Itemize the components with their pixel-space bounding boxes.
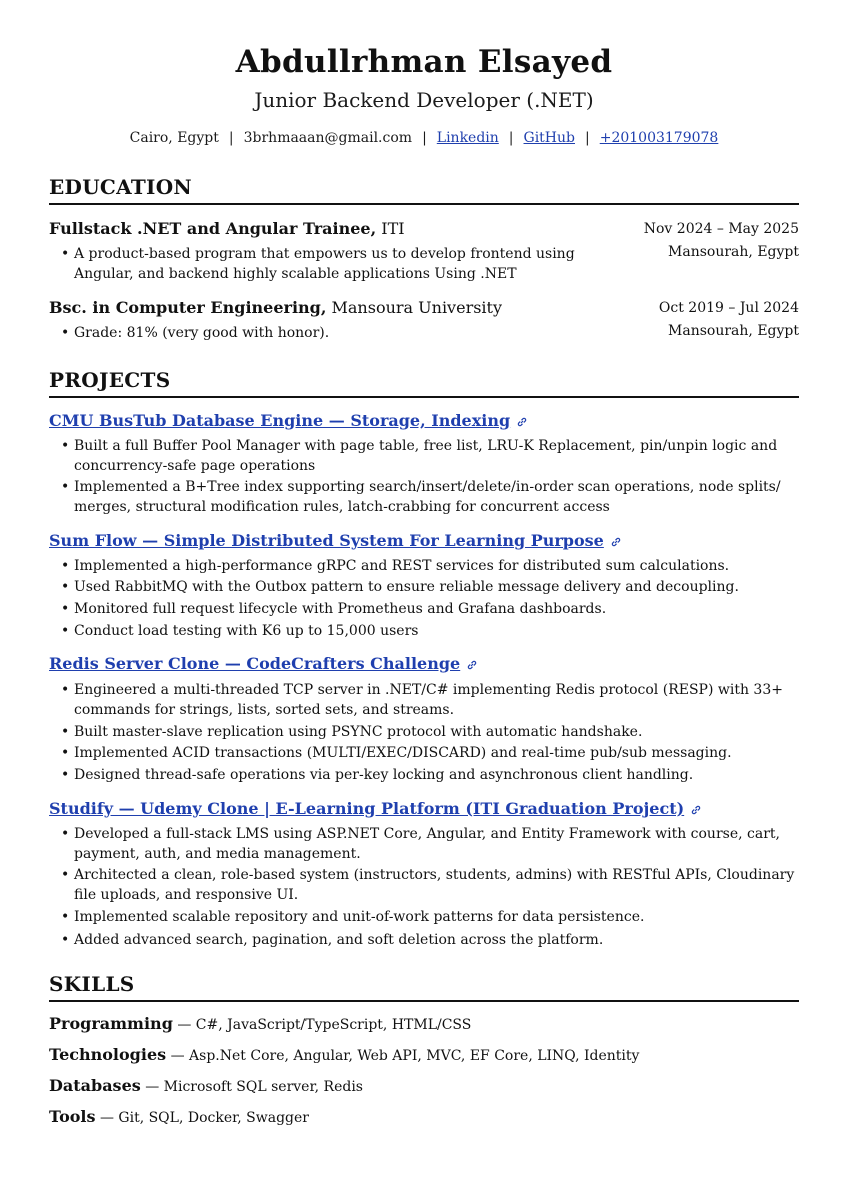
dates: Nov 2024 – May 2025 <box>643 221 799 237</box>
list-item: • Engineered a multi-threaded TCP server in .NET/C# implementing Redis protocol (RESP) with 33+ commands for strings, lists, sorted sets, and streams. <box>74 680 804 720</box>
skill-value: — Git, SQL, Docker, Swagger <box>99 1110 309 1126</box>
list-item: • Implemented a B+Tree index supporting search/insert/delete/in-order scan operations, node splits/ merges, structural modification rules, latch-crabbing for concurrent access <box>74 477 804 517</box>
separator: | <box>508 130 514 146</box>
dates: Oct 2019 – Jul 2024 <box>658 300 799 316</box>
project-title-link[interactable] <box>49 654 478 673</box>
separator: | <box>585 130 590 146</box>
list-item: • Grade: 81% (very good with honor). <box>74 323 584 343</box>
education-entry-university <box>49 298 799 317</box>
skill-label: Tools <box>49 1107 96 1126</box>
projects-heading: PROJECTS <box>49 368 799 398</box>
list-item: • Implemented scalable repository and unit-of-work patterns for data persistence. <box>74 907 804 927</box>
list-item: • Designed thread-safe operations via per-key locking and asynchronous client handling. <box>74 765 804 785</box>
project-title: Redis Server Clone — CodeCrafters Challenge <box>49 654 461 673</box>
project-title: Sum Flow — Simple Distributed System For Learning Purpose <box>49 531 604 550</box>
list-item: • Developed a full-stack LMS using ASP.NET Core, Angular, and Entity Framework with course, cart, payment, auth, and media management. <box>74 824 804 864</box>
skill-row <box>49 1045 799 1064</box>
list-item: • Architected a clean, role-based system (instructors, students, admins) with RESTful APIs, Cloudinary file uploads, and responsive UI. <box>74 865 804 905</box>
github-link[interactable]: GitHub <box>523 130 575 146</box>
degree: Bsc. in Computer Engineering, <box>49 298 327 317</box>
degree: Fullstack .NET and Angular Trainee, <box>49 219 377 238</box>
project-title-link[interactable] <box>49 531 622 550</box>
project-title-link[interactable] <box>49 799 702 818</box>
separator: | <box>228 130 234 146</box>
list-item: • Implemented ACID transactions (MULTI/EXEC/DISCARD) and real-time pub/sub messaging. <box>74 743 804 763</box>
link-icon <box>610 536 622 548</box>
institution: Mansoura University <box>331 298 503 317</box>
linkedin-link[interactable]: Linkedin <box>436 130 499 146</box>
location: Cairo, Egypt <box>129 130 219 146</box>
separator: | <box>422 130 427 146</box>
skill-row <box>49 1076 799 1095</box>
list-item: • Implemented a high-performance gRPC and REST services for distributed sum calculations. <box>74 556 804 576</box>
list-item: • Monitored full request lifecycle with Prometheus and Grafana dashboards. <box>74 599 804 619</box>
project-title: CMU BusTub Database Engine — Storage, Indexing <box>49 411 511 430</box>
phone-link[interactable]: +201003179078 <box>599 130 719 146</box>
list-item: • Built a full Buffer Pool Manager with page table, free list, LRU-K Replacement, pin/unpin logic and concurrency-safe page operations <box>74 436 804 476</box>
link-icon <box>516 416 528 428</box>
skill-value: — Asp.Net Core, Angular, Web API, MVC, EF Core, LINQ, Identity <box>170 1048 640 1064</box>
link-icon <box>690 804 702 816</box>
skill-label: Programming <box>49 1014 173 1033</box>
list-item: • A product-based program that empowers us to develop frontend using Angular, and backend highly scalable applications Using .NET <box>74 244 584 284</box>
skill-row <box>49 1107 799 1126</box>
location: Mansourah, Egypt <box>668 244 799 260</box>
job-title: Junior Backend Developer (.NET) <box>254 88 594 112</box>
project-title-link[interactable] <box>49 411 528 430</box>
project-title: Studify — Udemy Clone | E-Learning Platform (ITI Graduation Project) <box>49 799 685 818</box>
list-item: • Used RabbitMQ with the Outbox pattern to ensure reliable message delivery and decoupling. <box>74 577 804 597</box>
skill-row <box>49 1014 799 1033</box>
skill-label: Databases <box>49 1076 141 1095</box>
link-icon <box>466 659 478 671</box>
education-heading: EDUCATION <box>49 175 799 205</box>
contact-line <box>0 130 848 146</box>
education-entry-iti <box>49 219 799 238</box>
list-item: • Built master-slave replication using PSYNC protocol with automatic handshake. <box>74 722 804 742</box>
email: 3brhmaaan@gmail.com <box>243 130 413 146</box>
skills-heading: SKILLS <box>49 972 799 1002</box>
institution: ITI <box>381 219 405 238</box>
skill-value: — Microsoft SQL server, Redis <box>145 1079 363 1095</box>
candidate-name: Abdullrhman Elsayed <box>235 44 613 80</box>
skill-value: — C#, JavaScript/TypeScript, HTML/CSS <box>177 1017 472 1033</box>
list-item: • Added advanced search, pagination, and soft deletion across the platform. <box>74 930 804 950</box>
location: Mansourah, Egypt <box>668 323 799 339</box>
skill-label: Technologies <box>49 1045 167 1064</box>
list-item: • Conduct load testing with K6 up to 15,000 users <box>74 621 804 641</box>
